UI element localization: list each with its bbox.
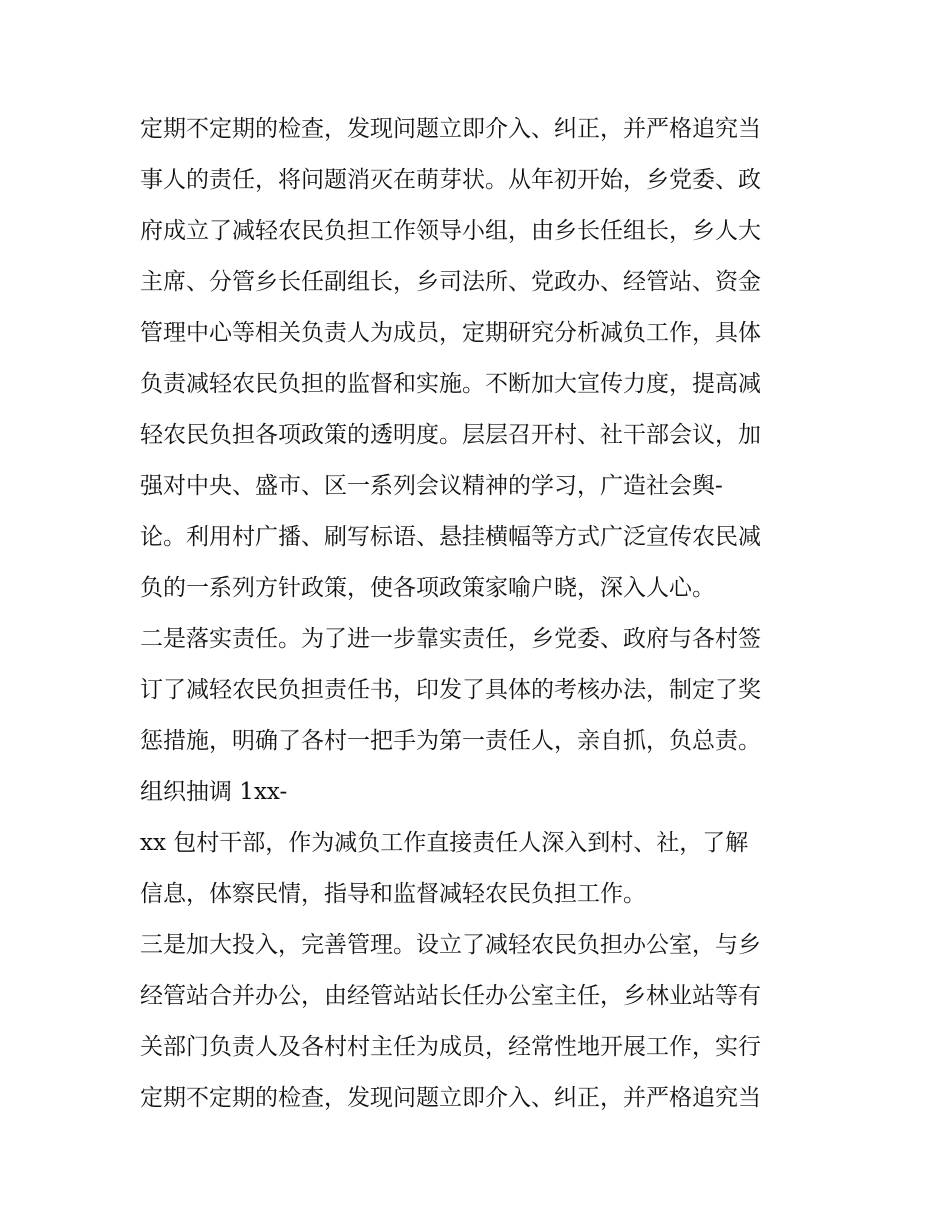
text-line: 强对中央、盛市、区一系列会议精神的学习，广造社会舆- xyxy=(140,473,723,499)
text-line: 管理中心等相关负责人为成员，定期研究分析减负工作，具体 xyxy=(140,320,761,346)
text-line: 订了减轻农民负担责任书，印发了具体的考核办法，制定了奖 xyxy=(140,677,761,703)
text-line: 负责减轻农民负担的监督和实施。不断加大宣传力度，提高减 xyxy=(140,371,761,397)
body-text xyxy=(140,104,830,1124)
text-line: 信息，体察民情，指导和监督减轻农民负担工作。 xyxy=(140,881,646,907)
text-line: 经管站合并办公，由经管站站长任办公室主任，乡林业站等有 xyxy=(140,983,761,1009)
text-line: 事人的责任，将问题消灭在萌芽状。从年初开始，乡党委、政 xyxy=(140,167,761,193)
text-line: 轻农民负担各项政策的透明度。层层召开村、社干部会议，加 xyxy=(140,422,761,448)
text-line: 负的一系列方针政策，使各项政策家喻户晓，深入人心。 xyxy=(140,575,715,601)
text-line: 定期不定期的检查，发现问题立即介入、纠正，并严格追究当 xyxy=(140,1085,761,1111)
text-line: 二是落实责任。为了进一步靠实责任，乡党委、政府与各村签 xyxy=(140,626,761,652)
text-line: 惩措施，明确了各村一把手为第一责任人，亲自抓，负总责。 xyxy=(140,728,761,754)
text-line: 三是加大投入，完善管理。设立了减轻农民负担办公室，与乡 xyxy=(140,932,761,958)
text-line: xx 包村干部，作为减负工作直接责任人深入到村、社，了解 xyxy=(140,830,749,856)
text-line: 定期不定期的检查，发现问题立即介入、纠正，并严格追究当 xyxy=(140,116,761,142)
text-line: 组织抽调 1xx- xyxy=(140,779,288,805)
text-line: 论。利用村广播、刷写标语、悬挂横幅等方式广泛宣传农民减 xyxy=(140,524,761,550)
text-line: 主席、分管乡长任副组长，乡司法所、党政办、经管站、资金 xyxy=(140,269,761,295)
text-line: 关部门负责人及各村村主任为成员，经常性地开展工作，实行 xyxy=(140,1034,761,1060)
text-line: 府成立了减轻农民负担工作领导小组，由乡长任组长，乡人大 xyxy=(140,218,761,244)
